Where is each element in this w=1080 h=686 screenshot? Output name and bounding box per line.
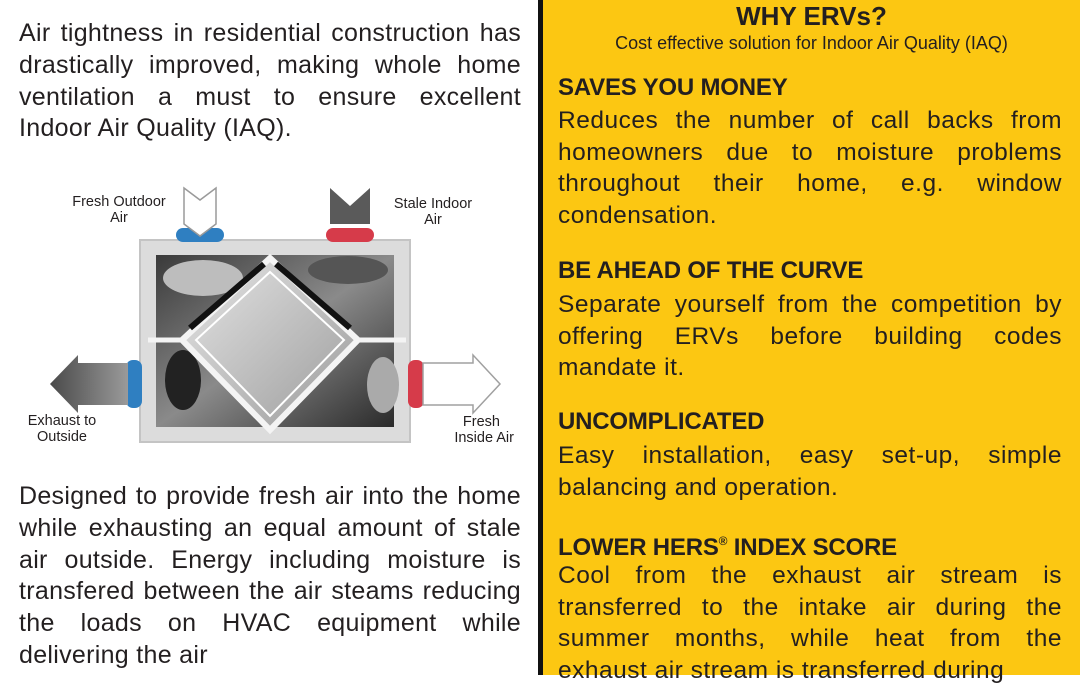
- label-line: Air: [424, 212, 442, 228]
- left-column: [0, 0, 540, 675]
- intro-paragraph: Air tightness in residential construction has drastically improved, making whole home ventilation a must to ensure excellent Indoor Air Quality (IAQ).: [19, 19, 521, 143]
- heading-text: INDEX SCORE: [727, 534, 897, 561]
- erv-diagram: [18, 180, 518, 455]
- label-stale-indoor-air: [368, 196, 498, 228]
- heading-ahead-of-curve: BE AHEAD OF THE CURVE: [558, 257, 864, 284]
- heading-saves-money: SAVES YOU MONEY: [558, 74, 788, 101]
- label-fresh-outdoor-air: [54, 194, 184, 226]
- registered-mark: ®: [718, 534, 728, 548]
- panel-subtitle: Cost effective solution for Indoor Air Quality (IAQ): [615, 33, 1008, 53]
- heading-text: LOWER HERS: [558, 534, 719, 561]
- description-paragraph: Designed to provide fresh air into the home while exhausting an equal amount of stale air outside. Energy including moisture is transfered between the air steams reducing the loads on HVAC equipment while delivering the air: [19, 482, 521, 669]
- label-line: Fresh: [462, 414, 500, 430]
- label-fresh-inside-air: [428, 414, 514, 446]
- panel-title: WHY ERVs?: [736, 1, 887, 31]
- label-line: Exhaust to: [27, 413, 97, 429]
- body-ahead-of-curve: Separate yourself from the competition by offering ERVs before building codes mandate it.: [558, 291, 1062, 381]
- body-saves-money: Reduces the number of call backs from homeowners due to moisture problems throughout their home, e.g. window condensation.: [558, 107, 1062, 229]
- label-line: Fresh Outdoor: [72, 194, 166, 210]
- label-line: Outside: [37, 429, 87, 445]
- body-uncomplicated: Easy installation, easy set-up, simple balancing and operation.: [558, 442, 1062, 501]
- why-ervs-panel: [543, 0, 1080, 684]
- label-line: Air: [110, 210, 128, 226]
- heading-uncomplicated: UNCOMPLICATED: [558, 408, 765, 435]
- heading-lower-hers: [558, 527, 897, 562]
- body-lower-hers: Cool from the exhaust air stream is transferred to the intake air during the summer months, while heat from the exhaust air stream is transferred during: [558, 562, 1062, 684]
- label-line: Inside Air: [454, 430, 514, 446]
- label-exhaust-to-outside: [18, 413, 106, 445]
- label-line: Stale Indoor: [393, 196, 473, 212]
